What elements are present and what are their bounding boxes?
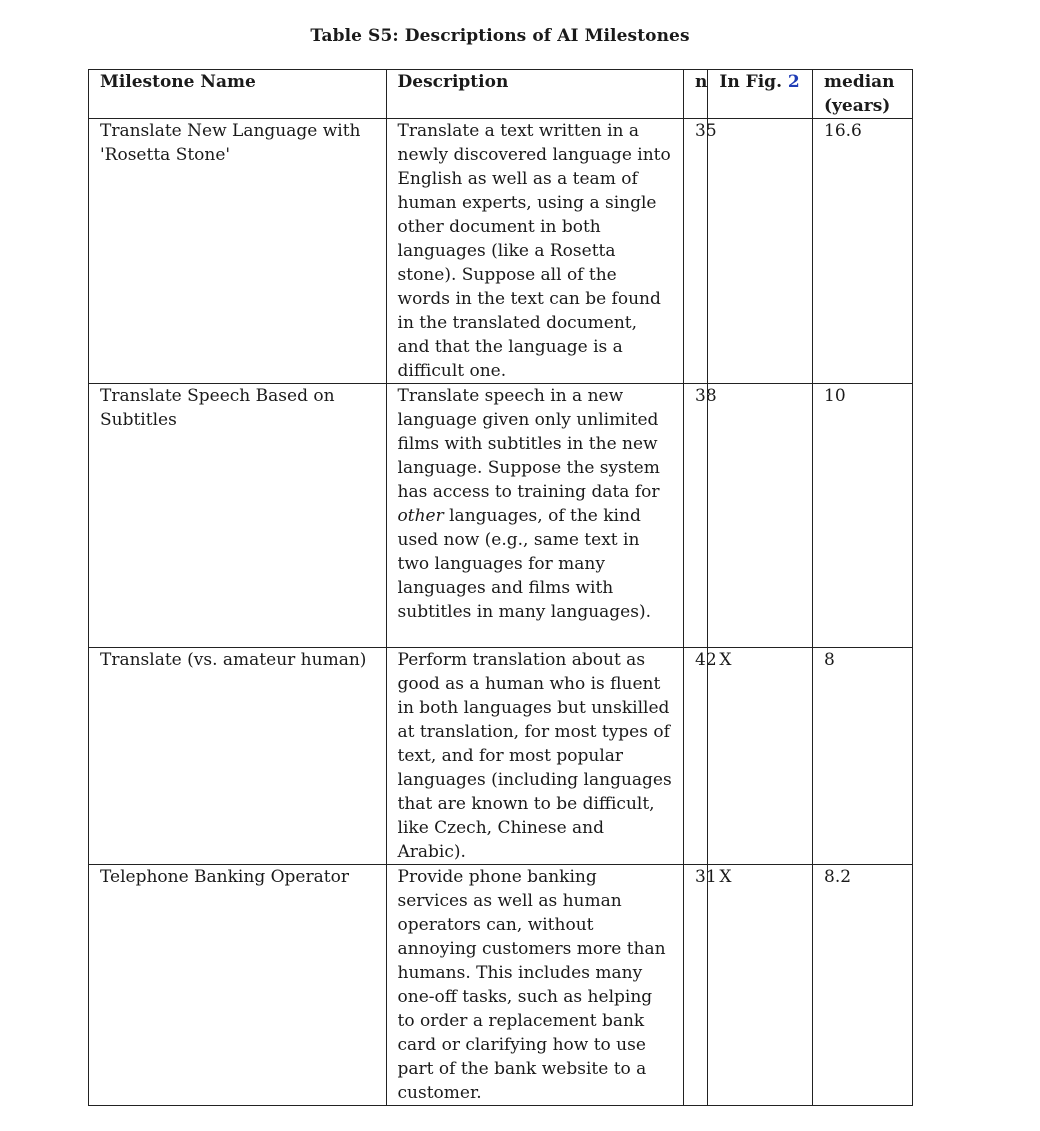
milestone-name: Translate (vs. amateur human) [89,648,387,865]
milestone-median: 16.6 [813,119,913,384]
milestone-description: Provide phone banking services as well as human operators can, without annoying customers more than humans. This includes many one-off tasks, such as helping to order a replacement bank card or clarifying how to use part of the bank website to a customer. [386,865,684,1106]
milestone-n: 31 [684,865,708,1106]
table-row [89,865,913,1106]
table-row [89,648,913,865]
milestone-name: Translate New Language with 'Rosetta Stone' [89,119,387,384]
figure-reference-link[interactable]: 2 [787,72,800,92]
milestone-name: Telephone Banking Operator [89,865,387,1106]
description-text: languages, of the kind used now (e.g., same text in two languages for many languages and films with subtitles in many languages). [397,506,651,622]
milestone-in-fig: X [708,648,813,865]
milestone-n: 38 [684,384,708,648]
header-description: Description [386,70,684,119]
header-median: median (years) [813,70,913,119]
milestone-median: 8.2 [813,865,913,1106]
header-in-fig [708,70,813,119]
table-caption: Table S5: Descriptions of AI Milestones [310,26,690,46]
milestone-name: Translate Speech Based on Subtitles [89,384,387,648]
table-row [89,384,913,648]
milestone-in-fig: X [708,865,813,1106]
milestones-table [88,69,913,1106]
description-text: Translate speech in a new language given only unlimited films with subtitles in the new language. Suppose the system has access to training data for [397,386,660,502]
description-emphasis: other [397,506,444,526]
header-milestone-name: Milestone Name [89,70,387,119]
table-row [89,119,913,384]
table-header-row [89,70,913,119]
milestone-description: Perform translation about as good as a human who is fluent in both languages but unskilled at translation, for most types of text, and for most popular languages (including languages that are known to be difficult, like Czech, Chinese and Arabic). [386,648,684,865]
milestone-median: 10 [813,384,913,648]
milestone-description: Translate a text written in a newly discovered language into English as well as a team of human experts, using a single other document in both languages (like a Rosetta stone). Suppose all of the words in the text can be found in the translated document, and that the language is a difficult one. [386,119,684,384]
header-in-fig-label: In Fig. [719,72,782,92]
milestone-description [386,384,684,648]
header-n: n [684,70,708,119]
milestone-median: 8 [813,648,913,865]
milestone-n: 35 [684,119,708,384]
milestone-in-fig [708,119,813,384]
milestone-n: 42 [684,648,708,865]
milestone-in-fig [708,384,813,648]
